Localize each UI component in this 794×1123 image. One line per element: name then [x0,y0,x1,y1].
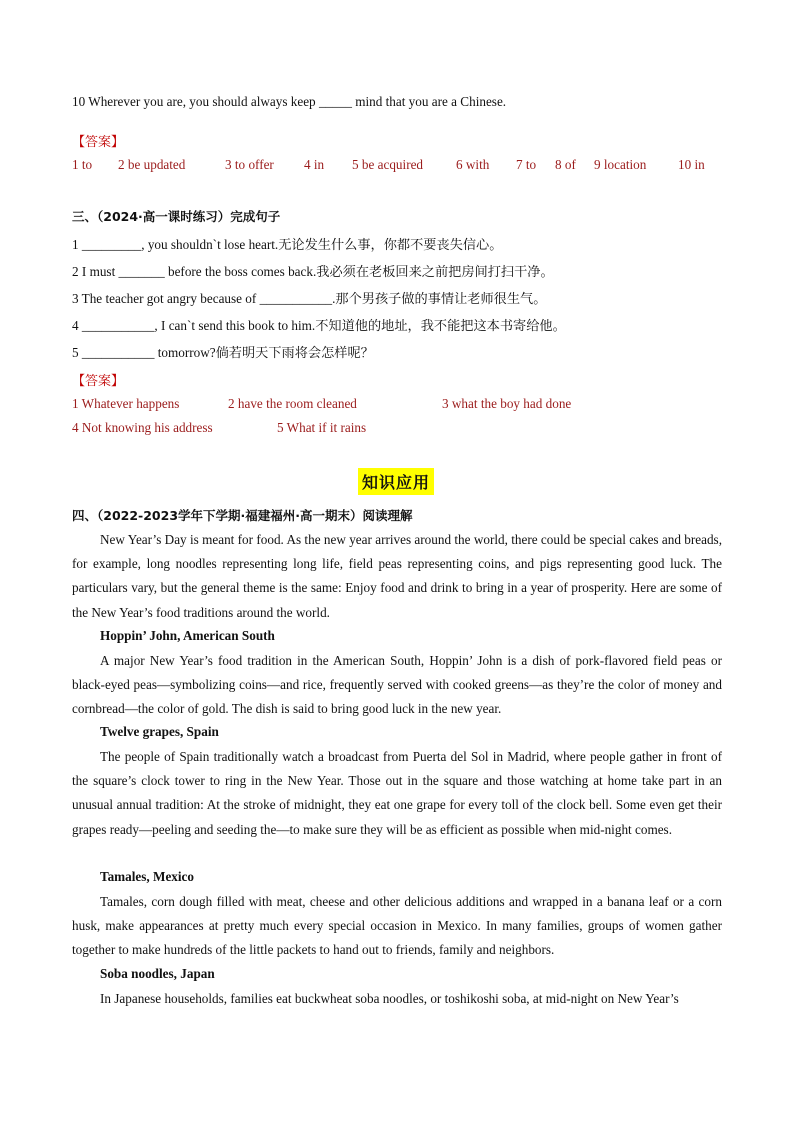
subheading-tamales: Tamales, Mexico [100,869,195,884]
answer-item: 3 what the boy had done [442,396,572,411]
answer-item: 4 Not knowing his address [72,420,213,435]
answers-row-1 [72,157,722,175]
answer-item: 6 with [456,157,490,172]
paragraph-soba-noodles: In Japanese households, families eat buckwheat soba noodles, or toshikoshi soba, at mid-night on New Year’s [100,991,679,1006]
sentence-1: 1 _________, you shouldn`t lose heart.无论发生什么事，你都不要丧失信心。 [72,237,503,252]
answer-item: 4 in [304,157,325,172]
sentence-3: 3 The teacher got angry because of ___________.那个男孩子做的事情让老师很生气。 [72,291,547,306]
answer-item: 8 of [555,157,576,172]
answer-item: 7 to [516,157,537,172]
answer-item: 2 have the room cleaned [228,396,357,411]
sentence-4: 4 ___________, I can`t send this book to him.不知道他的地址，我不能把这本书寄给他。 [72,318,566,333]
paragraph-twelve-grapes: The people of Spain traditionally watch a broadcast from Puerta del Sol in Madrid, where people gather in front of the square’s clock tower to ring in the New Year. Those out in the square and those watching at home take part in an unusual annual tradition: At the stroke of midnight, they eat one grape for every toll of the clock bell. Some even get their grapes ready—peeling and seeding the—to make sure they will be as efficient as possible when mid-night comes. [72,749,722,837]
answer-item: 5 What if it rains [277,420,367,435]
answers-row-2 [72,396,722,414]
answer-item: 1 to [72,157,93,172]
subheading-soba-noodles: Soba noodles, Japan [100,966,215,981]
section-banner: 知识应用 [358,468,434,495]
intro-paragraph: New Year’s Day is meant for food. As the new year arrives around the world, there could be special cakes and breads, for example, long noodles representing long life, field peas representing coins, and pigs representing good luck. The particulars vary, but the general theme is the same: Enjoy food and drink to bring in a year of prosperity. Here are some of the New Year’s food traditions around the world. [72,532,722,620]
paragraph-hoppin-john: A major New Year’s food tradition in the American South, Hoppin’ John is a dish of pork-flavored field peas or black-eyed peas—symbolizing coins—and rice, frequently served with cooked greens—as they’re the color of money and cornbread—the color of gold. The dish is said to bring good luck in the new year. [72,653,722,717]
question-10: 10 Wherever you are, you should always keep _____ mind that you are a Chinese. [72,94,507,109]
sentence-2: 2 I must _______ before the boss comes back.我必须在老板回来之前把房间打扫干净。 [72,264,554,279]
answer-item: 1 Whatever happens [72,396,180,411]
answers-row-3 [72,420,722,438]
section-3-title: 三、（2024·高一课时练习）完成句子 [72,209,281,224]
answer-label-2: 【答案】 [72,374,125,389]
sentence-5: 5 ___________ tomorrow?倘若明天下雨将会怎样呢？ [72,345,374,360]
answer-item: 5 be acquired [352,157,424,172]
answer-item: 10 in [678,157,705,172]
answer-label: 【答案】 [72,135,125,150]
section-4-title: 四、（2022-2023学年下学期·福建福州·高一期末）阅读理解 [72,508,413,523]
answer-item: 9 location [594,157,647,172]
paragraph-tamales: Tamales, corn dough filled with meat, cheese and other delicious additions and wrapped in a banana leaf or a corn husk, make appearances at pretty much every special occasion in Mexico. In many families, groups of women gather together to make hundreds of the little packets to hand out to friends, family and neighbors. [72,894,722,958]
answer-item: 2 be updated [118,157,186,172]
subheading-hoppin-john: Hoppin’ John, American South [100,628,275,643]
subheading-twelve-grapes: Twelve grapes, Spain [100,724,219,739]
answer-item: 3 to offer [225,157,274,172]
